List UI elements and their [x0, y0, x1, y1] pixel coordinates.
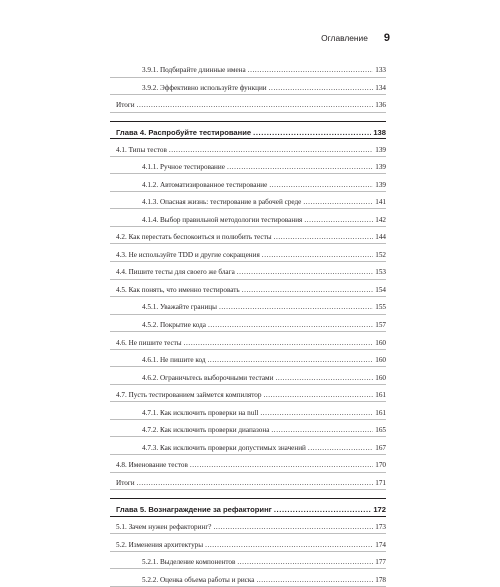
dot-leader: [237, 269, 373, 276]
row-divider: [110, 112, 386, 113]
toc-entry-page: 174: [375, 540, 386, 549]
toc-entry-page: 138: [373, 127, 386, 137]
toc-entry-page: 144: [375, 233, 386, 242]
toc-entry[interactable]: [110, 385, 386, 403]
toc-entry-title: 4.8. Именование тестов: [116, 461, 188, 470]
toc-entry-page: 142: [375, 215, 386, 224]
toc-entry-page: 139: [375, 180, 386, 189]
toc-entry[interactable]: [110, 297, 386, 315]
toc-entry-page: 170: [375, 461, 386, 470]
toc-entry[interactable]: [110, 332, 386, 350]
toc-entry-page: 134: [375, 83, 386, 92]
toc-entry-page: 161: [375, 408, 386, 417]
toc-entry-page: 177: [375, 558, 386, 567]
toc-entry-title: Итоги: [116, 101, 135, 110]
dot-leader: [213, 524, 373, 531]
toc-entry[interactable]: [110, 350, 386, 368]
toc-entry-page: 173: [375, 523, 386, 532]
toc-entry-page: 171: [375, 478, 386, 487]
toc-entry-page: 133: [375, 66, 386, 75]
toc-entry-title: 4.5.1. Уважайте границы: [142, 303, 217, 312]
toc-entry-title: 4.5. Как понять, что именно тестировать: [116, 285, 240, 294]
toc-entry[interactable]: [110, 227, 386, 245]
toc-entry-title: 4.1.2. Автоматизированное тестирование: [142, 180, 268, 189]
dot-leader: [205, 542, 373, 549]
dot-leader: [190, 462, 373, 469]
toc-entry-page: 155: [375, 303, 386, 312]
toc-entry-page: 139: [375, 145, 386, 154]
toc-entry-title: 4.1.4. Выбор правильной методологии тестирования: [142, 215, 303, 224]
toc-entry-title: 3.9.2. Эффективно используйте функции: [142, 83, 267, 92]
toc-entry-page: 139: [375, 163, 386, 172]
toc-entry-title: 5.2.2. Оценка объема работы и риска: [142, 575, 255, 584]
toc-entry-page: 136: [375, 101, 386, 110]
dot-leader: [308, 445, 373, 452]
toc-entry-title: Итоги: [116, 478, 135, 487]
table-of-contents: [110, 60, 386, 587]
toc-entry[interactable]: [110, 455, 386, 473]
toc-entry-title: 4.6. Не пишите тесты: [116, 338, 182, 347]
toc-entry-title: 5.2.1. Выделение компонентов: [142, 558, 236, 567]
toc-entry-title: Глава 4. Распробуйте тестирование: [116, 127, 252, 137]
dot-leader: [303, 199, 373, 206]
toc-entry-page: 161: [375, 391, 386, 400]
dot-leader: [304, 217, 373, 224]
toc-entry-page: 160: [375, 338, 386, 347]
dot-leader: [242, 287, 374, 294]
dot-leader: [208, 357, 374, 364]
toc-entry[interactable]: [110, 517, 386, 535]
toc-entry[interactable]: [110, 244, 386, 262]
running-head: [321, 32, 390, 44]
toc-entry[interactable]: [110, 262, 386, 280]
toc-entry-title: 4.7.3. Как исключить проверки допустимых значений: [142, 443, 306, 452]
toc-entry[interactable]: [110, 78, 386, 96]
toc-entry-title: 4.3. Не используйте TDD и другие сокращения: [116, 250, 260, 259]
toc-entry[interactable]: [110, 402, 386, 420]
toc-entry-title: 4.7.2. Как исключить проверки диапазона: [142, 426, 270, 435]
toc-entry-page: 153: [375, 268, 386, 277]
toc-entry-title: 5.2. Изменения архитектуры: [116, 540, 204, 549]
dot-leader: [248, 67, 374, 74]
toc-entry[interactable]: [110, 174, 386, 192]
dot-leader: [269, 182, 373, 189]
row-divider: [110, 489, 386, 490]
dot-leader: [263, 392, 373, 399]
toc-entry-page: 154: [375, 285, 386, 294]
toc-entry-title: 4.6.1. Не пишите код: [142, 356, 206, 365]
toc-entry-page: 160: [375, 373, 386, 382]
toc-entry-title: 4.1.3. Опасная жизнь: тестирование в рабочей среде: [142, 198, 302, 207]
dot-leader: [208, 322, 373, 329]
toc-entry[interactable]: [110, 280, 386, 298]
toc-entry[interactable]: [110, 473, 386, 491]
dot-leader: [256, 577, 373, 584]
toc-entry[interactable]: [110, 315, 386, 333]
dot-leader: [237, 559, 373, 566]
dot-leader: [219, 304, 373, 311]
dot-leader: [262, 252, 373, 259]
toc-chapter-entry[interactable]: [110, 498, 386, 517]
toc-entry-title: 4.7. Пусть тестированием займется компилятор: [116, 391, 262, 400]
toc-entry-page: 141: [375, 198, 386, 207]
toc-entry-title: 4.7.1. Как исключить проверки на null: [142, 408, 259, 417]
toc-entry-page: 167: [375, 443, 386, 452]
toc-entry[interactable]: [110, 569, 386, 587]
toc-entry-page: 172: [373, 505, 386, 515]
toc-entry[interactable]: [110, 60, 386, 78]
toc-entry-title: 4.1. Типы тестов: [116, 145, 167, 154]
toc-entry-page: 152: [375, 250, 386, 259]
toc-entry-title: 4.1.1. Ручное тестирование: [142, 163, 225, 172]
toc-entry[interactable]: [110, 552, 386, 570]
toc-entry-page: 178: [375, 575, 386, 584]
toc-entry-title: Глава 5. Вознаграждение за рефакторинг: [116, 505, 272, 515]
toc-entry[interactable]: [110, 95, 386, 113]
dot-leader: [274, 234, 374, 241]
running-head-label: Оглавление: [321, 33, 368, 43]
dot-leader: [227, 164, 373, 171]
toc-entry-page: 157: [375, 321, 386, 329]
toc-entry-title: 5.1. Зачем нужен рефакторинг?: [116, 523, 212, 532]
toc-entry[interactable]: [110, 139, 386, 157]
toc-entry[interactable]: [110, 367, 386, 385]
toc-entry-title: 4.6.2. Ограничьтесь выборочными тестами: [142, 373, 274, 382]
dot-leader: [275, 375, 373, 382]
toc-entry-title: 4.4. Пишите тесты для своего же блага: [116, 268, 235, 277]
dot-leader: [260, 410, 373, 417]
dot-leader: [184, 340, 374, 347]
dot-leader: [274, 506, 372, 514]
toc-entry-title: 4.5.2. Покрытие кода: [142, 321, 207, 329]
toc-entry[interactable]: [110, 534, 386, 552]
toc-entry[interactable]: [110, 192, 386, 210]
toc-entry[interactable]: [110, 157, 386, 175]
toc-entry-title: 3.9.1. Подбирайте длинные имена: [142, 66, 246, 75]
toc-entry[interactable]: [110, 209, 386, 227]
dot-leader: [169, 147, 373, 154]
dot-leader: [137, 102, 374, 109]
dot-leader: [137, 480, 374, 487]
toc-entry-page: 160: [375, 356, 386, 365]
toc-chapter-entry[interactable]: [110, 121, 386, 140]
toc-entry-page: 165: [375, 426, 386, 435]
toc-entry-title: 4.2. Как перестать беспокоиться и полюбить тесты: [116, 233, 272, 242]
dot-leader: [271, 427, 373, 434]
page-number: 9: [383, 32, 390, 44]
toc-entry[interactable]: [110, 420, 386, 438]
dot-leader: [269, 85, 374, 92]
toc-entry[interactable]: [110, 437, 386, 455]
dot-leader: [253, 129, 371, 137]
